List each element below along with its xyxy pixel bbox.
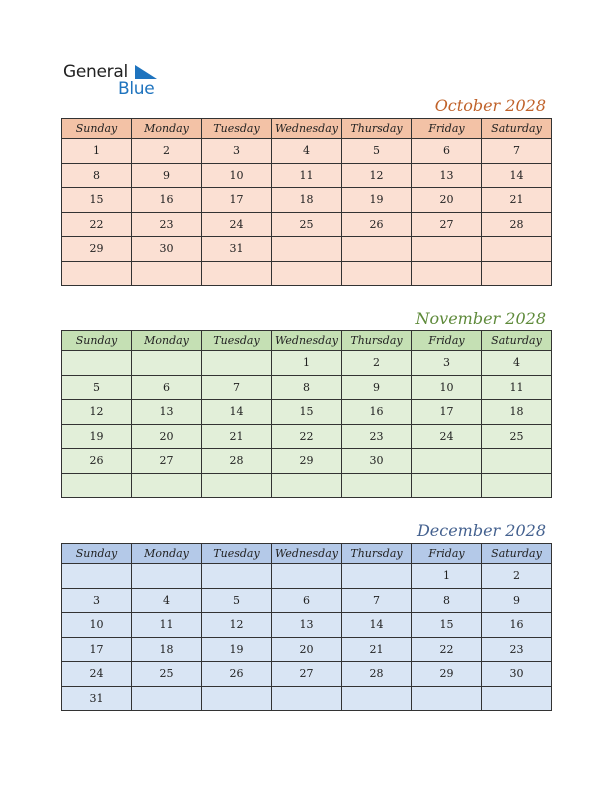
day-cell: 27	[132, 449, 202, 474]
day-cell: 23	[132, 212, 202, 237]
week-row	[62, 588, 552, 613]
weekday-header: Saturday	[482, 119, 552, 139]
weekday-header-row	[62, 119, 552, 139]
logo-text-general: General	[63, 62, 128, 82]
day-cell: 8	[412, 588, 482, 613]
weekday-header: Monday	[132, 331, 202, 351]
day-cell	[342, 564, 412, 589]
day-cell: 17	[62, 637, 132, 662]
day-cell: 26	[202, 662, 272, 687]
day-cell: 25	[272, 212, 342, 237]
day-cell: 28	[482, 212, 552, 237]
day-cell: 17	[202, 188, 272, 213]
weekday-header: Sunday	[62, 119, 132, 139]
weekday-header: Sunday	[62, 544, 132, 564]
day-cell: 3	[412, 351, 482, 376]
day-cell: 26	[342, 212, 412, 237]
week-row	[62, 424, 552, 449]
day-cell	[62, 261, 132, 286]
month-title: December 2028	[416, 521, 546, 540]
day-cell: 1	[412, 564, 482, 589]
day-cell: 12	[62, 400, 132, 425]
day-cell: 21	[342, 637, 412, 662]
weekday-header: Wednesday	[272, 544, 342, 564]
day-cell: 11	[482, 375, 552, 400]
day-cell: 31	[62, 686, 132, 711]
week-row	[62, 449, 552, 474]
day-cell: 22	[272, 424, 342, 449]
month-title: November 2028	[415, 309, 546, 328]
day-cell	[132, 261, 202, 286]
day-cell: 12	[342, 163, 412, 188]
week-row	[62, 613, 552, 638]
week-row	[62, 375, 552, 400]
day-cell: 30	[132, 237, 202, 262]
weekday-header: Thursday	[342, 544, 412, 564]
day-cell: 4	[132, 588, 202, 613]
day-cell: 4	[482, 351, 552, 376]
day-cell	[342, 473, 412, 498]
weekday-header: Wednesday	[272, 331, 342, 351]
day-cell: 15	[62, 188, 132, 213]
week-row	[62, 139, 552, 164]
logo-text-blue: Blue	[118, 79, 155, 99]
day-cell: 13	[132, 400, 202, 425]
day-cell	[412, 261, 482, 286]
week-row	[62, 662, 552, 687]
week-row	[62, 351, 552, 376]
day-cell: 6	[412, 139, 482, 164]
weekday-header: Thursday	[342, 331, 412, 351]
day-cell	[342, 686, 412, 711]
day-cell: 30	[342, 449, 412, 474]
day-cell	[132, 564, 202, 589]
day-cell: 19	[202, 637, 272, 662]
week-row	[62, 686, 552, 711]
day-cell: 5	[342, 139, 412, 164]
week-row	[62, 261, 552, 286]
day-cell: 6	[272, 588, 342, 613]
day-cell	[132, 351, 202, 376]
day-cell: 24	[62, 662, 132, 687]
day-cell: 21	[202, 424, 272, 449]
day-cell: 28	[342, 662, 412, 687]
week-row	[62, 564, 552, 589]
day-cell: 20	[132, 424, 202, 449]
day-cell: 11	[132, 613, 202, 638]
day-cell	[412, 449, 482, 474]
day-cell: 27	[272, 662, 342, 687]
day-cell: 3	[62, 588, 132, 613]
day-cell	[482, 261, 552, 286]
day-cell: 17	[412, 400, 482, 425]
day-cell	[412, 237, 482, 262]
day-cell	[202, 686, 272, 711]
week-row	[62, 637, 552, 662]
day-cell: 9	[482, 588, 552, 613]
day-cell: 7	[342, 588, 412, 613]
day-cell: 3	[202, 139, 272, 164]
day-cell: 15	[412, 613, 482, 638]
day-cell: 5	[62, 375, 132, 400]
day-cell	[272, 261, 342, 286]
day-cell: 21	[482, 188, 552, 213]
weekday-header: Wednesday	[272, 119, 342, 139]
weekday-header: Monday	[132, 544, 202, 564]
weekday-header: Saturday	[482, 544, 552, 564]
weekday-header: Tuesday	[202, 119, 272, 139]
day-cell: 6	[132, 375, 202, 400]
day-cell: 12	[202, 613, 272, 638]
day-cell: 16	[482, 613, 552, 638]
day-cell: 14	[202, 400, 272, 425]
weekday-header: Thursday	[342, 119, 412, 139]
month-calendar-table	[61, 330, 552, 498]
day-cell: 2	[132, 139, 202, 164]
month-title: October 2028	[434, 96, 546, 115]
day-cell	[482, 686, 552, 711]
day-cell: 29	[272, 449, 342, 474]
day-cell: 19	[62, 424, 132, 449]
day-cell: 1	[272, 351, 342, 376]
week-row	[62, 188, 552, 213]
weekday-header: Friday	[412, 544, 482, 564]
day-cell	[412, 686, 482, 711]
day-cell: 25	[482, 424, 552, 449]
day-cell: 9	[132, 163, 202, 188]
day-cell: 18	[272, 188, 342, 213]
day-cell: 29	[62, 237, 132, 262]
day-cell: 2	[342, 351, 412, 376]
day-cell: 22	[412, 637, 482, 662]
day-cell	[482, 473, 552, 498]
day-cell: 9	[342, 375, 412, 400]
weekday-header: Friday	[412, 119, 482, 139]
weekday-header: Friday	[412, 331, 482, 351]
day-cell: 2	[482, 564, 552, 589]
day-cell: 10	[412, 375, 482, 400]
day-cell: 23	[482, 637, 552, 662]
weekday-header: Tuesday	[202, 544, 272, 564]
week-row	[62, 400, 552, 425]
day-cell: 7	[202, 375, 272, 400]
day-cell	[342, 261, 412, 286]
logo	[63, 62, 163, 100]
day-cell: 14	[482, 163, 552, 188]
day-cell	[272, 237, 342, 262]
day-cell: 10	[202, 163, 272, 188]
day-cell: 22	[62, 212, 132, 237]
day-cell: 30	[482, 662, 552, 687]
week-row	[62, 212, 552, 237]
day-cell: 20	[272, 637, 342, 662]
day-cell: 23	[342, 424, 412, 449]
month-calendar-table	[61, 543, 552, 711]
day-cell: 18	[482, 400, 552, 425]
day-cell	[412, 473, 482, 498]
day-cell	[342, 237, 412, 262]
weekday-header: Sunday	[62, 331, 132, 351]
day-cell	[272, 473, 342, 498]
day-cell: 8	[272, 375, 342, 400]
logo-triangle-icon	[135, 65, 157, 79]
day-cell: 10	[62, 613, 132, 638]
weekday-header: Saturday	[482, 331, 552, 351]
day-cell	[62, 564, 132, 589]
day-cell: 5	[202, 588, 272, 613]
day-cell	[132, 686, 202, 711]
day-cell	[202, 261, 272, 286]
weekday-header-row	[62, 544, 552, 564]
day-cell: 13	[412, 163, 482, 188]
day-cell: 20	[412, 188, 482, 213]
day-cell: 29	[412, 662, 482, 687]
week-row	[62, 473, 552, 498]
day-cell: 25	[132, 662, 202, 687]
week-row	[62, 163, 552, 188]
day-cell	[482, 449, 552, 474]
weekday-header: Tuesday	[202, 331, 272, 351]
day-cell: 14	[342, 613, 412, 638]
day-cell	[202, 564, 272, 589]
day-cell	[482, 237, 552, 262]
weekday-header-row	[62, 331, 552, 351]
day-cell: 19	[342, 188, 412, 213]
week-row	[62, 237, 552, 262]
day-cell: 7	[482, 139, 552, 164]
day-cell: 15	[272, 400, 342, 425]
day-cell	[272, 686, 342, 711]
day-cell	[202, 351, 272, 376]
day-cell: 31	[202, 237, 272, 262]
day-cell: 28	[202, 449, 272, 474]
day-cell: 4	[272, 139, 342, 164]
day-cell: 27	[412, 212, 482, 237]
day-cell: 16	[342, 400, 412, 425]
day-cell: 24	[412, 424, 482, 449]
day-cell: 13	[272, 613, 342, 638]
day-cell: 26	[62, 449, 132, 474]
day-cell: 24	[202, 212, 272, 237]
day-cell: 16	[132, 188, 202, 213]
weekday-header: Monday	[132, 119, 202, 139]
day-cell: 18	[132, 637, 202, 662]
day-cell: 11	[272, 163, 342, 188]
day-cell	[202, 473, 272, 498]
day-cell	[62, 351, 132, 376]
day-cell: 1	[62, 139, 132, 164]
day-cell: 8	[62, 163, 132, 188]
day-cell	[272, 564, 342, 589]
month-calendar-table	[61, 118, 552, 286]
day-cell	[132, 473, 202, 498]
day-cell	[62, 473, 132, 498]
